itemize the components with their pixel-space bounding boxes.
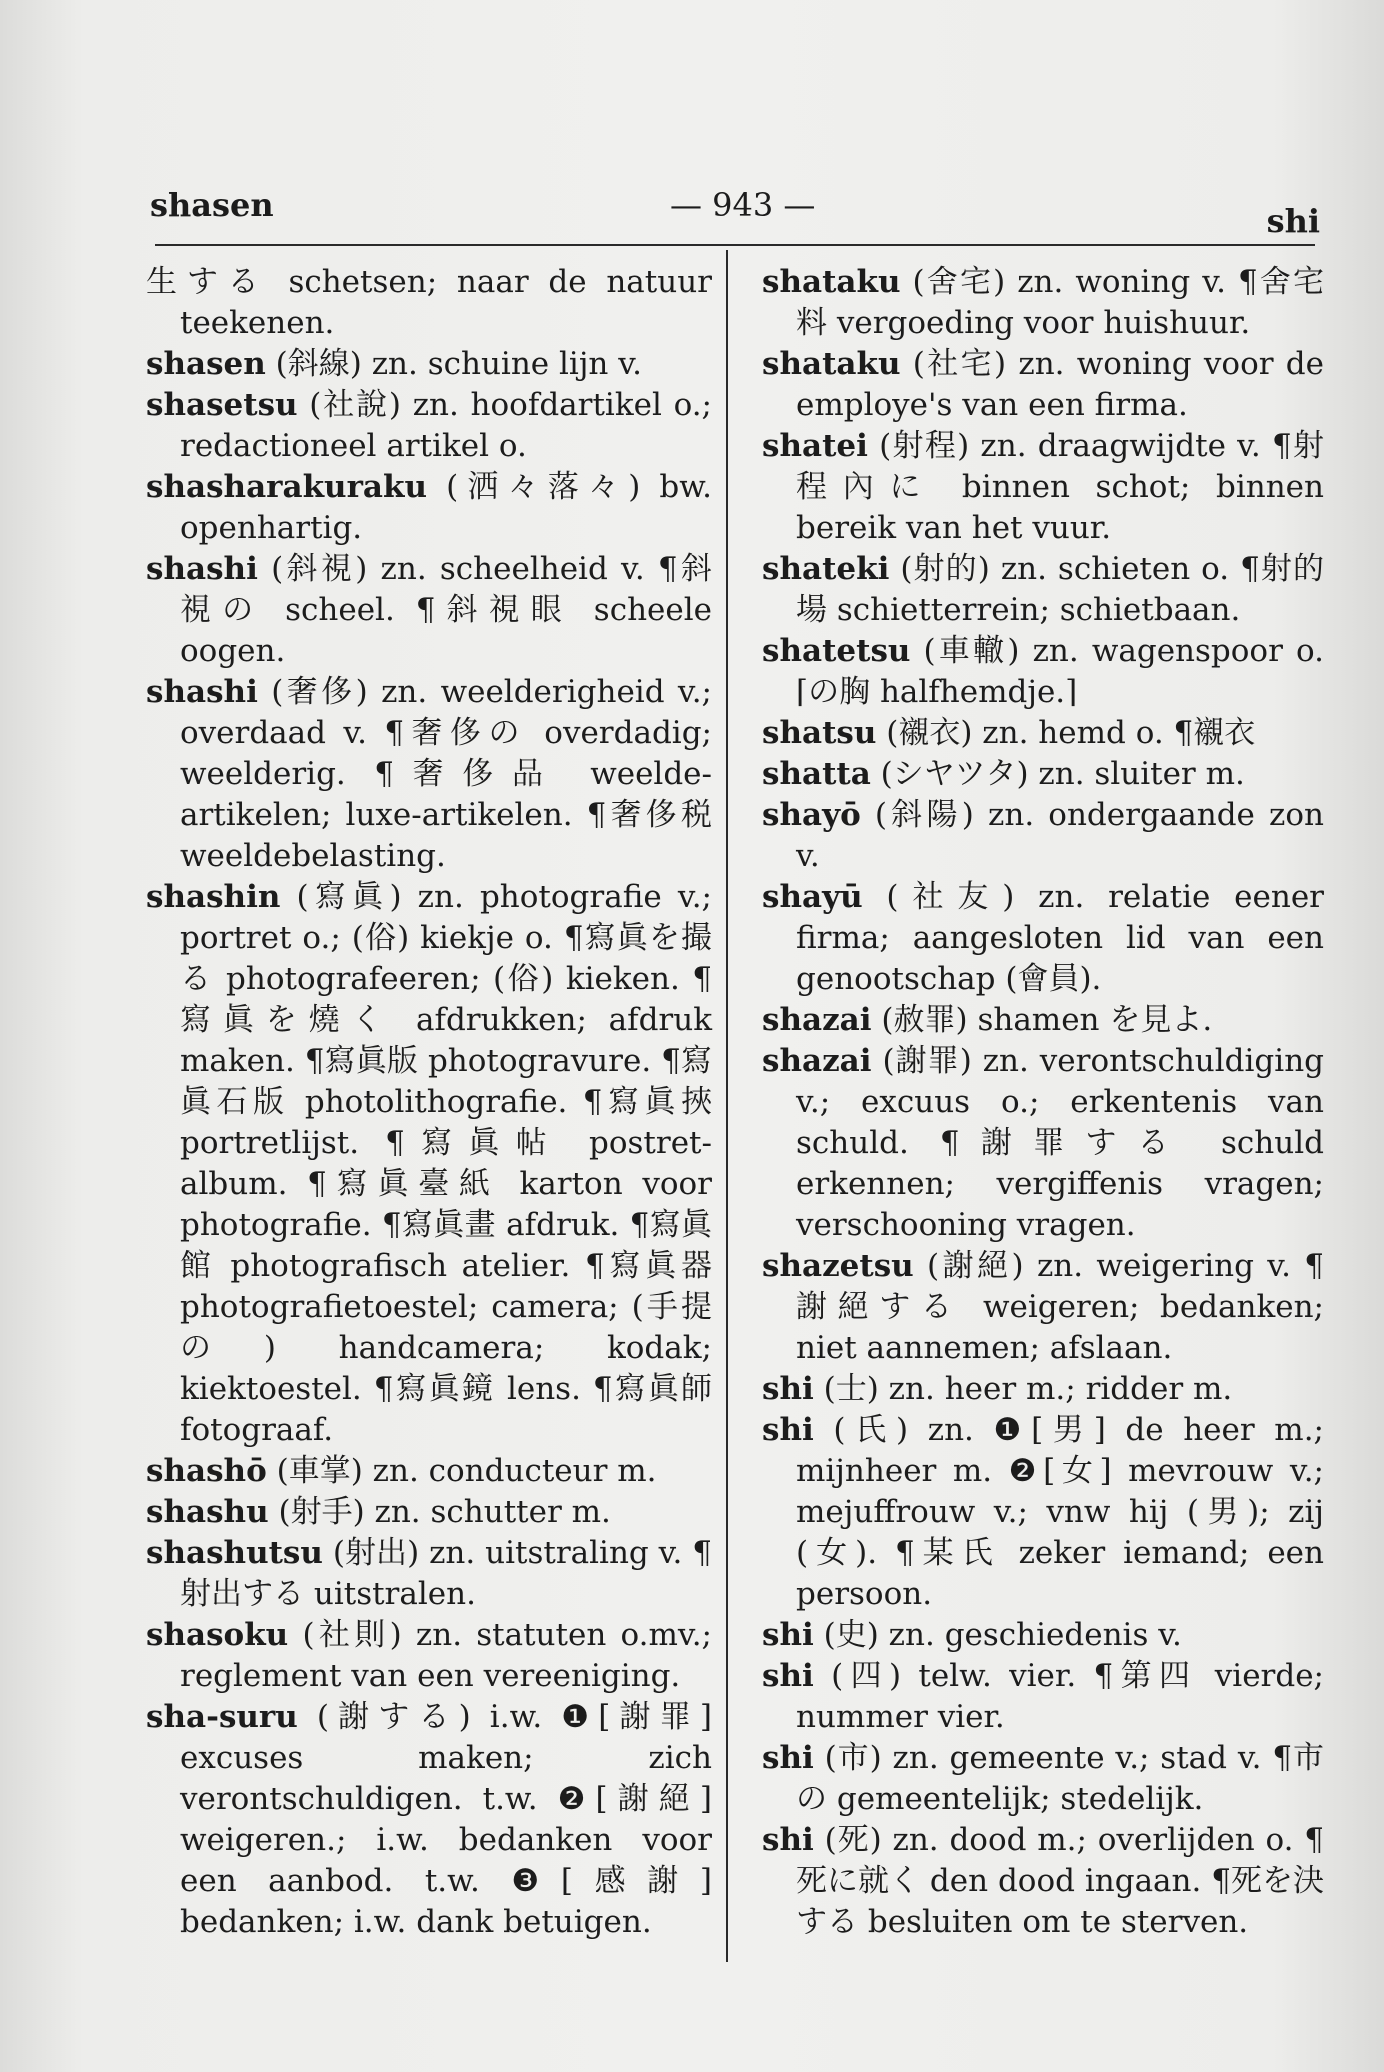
headword: shasen	[146, 346, 266, 382]
entry-text: (射的) zn. schieten o. ¶射的場 schietterrein; schietbaan.	[796, 551, 1325, 628]
dictionary-entry	[762, 1410, 1324, 1615]
entry-text: (謝絕) zn. weigering v. ¶謝絕する weigeren; bedanken; niet aannemen; afslaan.	[796, 1248, 1324, 1366]
dictionary-entry	[762, 1369, 1324, 1410]
dictionary-entry	[762, 713, 1324, 754]
dictionary-entry	[762, 1738, 1324, 1820]
entry-text: (奢侈) zn. weelderigheid v.; overdaad v. ¶奢侈の overdadig; weelderig. ¶奢侈品 weelde-artikelen; luxe-artikelen. ¶奢侈税 weeldebelasting.	[180, 674, 713, 874]
entry-text: (謝罪) zn. verontschuldiging v.; excuus o.; erkentenis van schuld. ¶謝罪する schuld erkennen; vergiffenis vragen; verschooning vragen.	[796, 1043, 1324, 1243]
dictionary-entry	[762, 426, 1324, 549]
headword: shi	[762, 1617, 814, 1653]
entry-text: (斜視) zn. scheelheid v. ¶斜視の scheel. ¶斜視眼 scheele oogen.	[180, 551, 712, 669]
headword: shayū	[762, 879, 863, 915]
headword: shazai	[762, 1002, 872, 1038]
entry-text: (斜線) zn. schuine lijn v.	[275, 346, 642, 382]
headword: shasoku	[146, 1617, 289, 1653]
headword: shasetsu	[146, 387, 298, 423]
headword: shayō	[762, 797, 861, 833]
dictionary-entry	[762, 1041, 1324, 1246]
dictionary-entry	[146, 262, 712, 344]
dictionary-entry	[762, 262, 1324, 344]
entry-text: (シヤツタ) zn. sluiter m.	[880, 756, 1245, 792]
dictionary-entry	[146, 1615, 712, 1697]
entry-text: (社友) zn. relatie eener firma; aangesloten lid van een genootschap (會員).	[796, 879, 1324, 997]
entry-text: (車轍) zn. wagenspoor o. ⌈の胸 halfhemdje.⌉	[796, 633, 1324, 710]
dictionary-entry	[146, 1697, 712, 1943]
headword: shataku	[762, 346, 901, 382]
dictionary-entry	[146, 467, 712, 549]
headword: shi	[762, 1822, 814, 1858]
entry-text: (社則) zn. statuten o.mv.; reglement van een vereeniging.	[180, 1617, 712, 1694]
dictionary-entry	[146, 1451, 712, 1492]
headword: shazetsu	[762, 1248, 914, 1284]
headword: shataku	[762, 264, 901, 300]
headword: shashin	[146, 879, 281, 915]
dictionary-entry	[762, 1000, 1324, 1041]
dictionary-entry	[146, 549, 712, 672]
entry-text: (市) zn. gemeente v.; stad v. ¶市の gemeentelijk; stedelijk.	[796, 1740, 1325, 1817]
right-column	[762, 262, 1324, 1943]
headword: shasharakuraku	[146, 469, 428, 505]
entry-text: (洒々落々) bw. openhartig.	[180, 469, 712, 546]
headword: shashi	[146, 674, 258, 710]
entry-text: (四) telw. vier. ¶第四 vierde; nummer vier.	[796, 1658, 1324, 1735]
entry-text: 生する schetsen; naar de natuur teekenen.	[146, 264, 712, 341]
entry-text: (射手) zn. schutter m.	[278, 1494, 611, 1530]
headword: shi	[762, 1740, 814, 1776]
headword: shatetsu	[762, 633, 911, 669]
entry-text: (死) zn. dood m.; overlijden o. ¶死に就く den dood ingaan. ¶死を決する besluiten om te sterven.	[796, 1822, 1324, 1940]
header-rule	[155, 244, 1315, 246]
dictionary-entry	[762, 1246, 1324, 1369]
dictionary-entry	[762, 877, 1324, 1000]
dictionary-entry	[762, 795, 1324, 877]
dictionary-entry	[762, 1615, 1324, 1656]
entry-text: (士) zn. heer m.; ridder m.	[823, 1371, 1233, 1407]
dictionary-entry	[762, 549, 1324, 631]
dictionary-entry	[146, 1492, 712, 1533]
entry-text: (車掌) zn. conducteur m.	[276, 1453, 657, 1489]
page-header	[150, 180, 1320, 240]
entry-text: (謝する) i.w. ❶[謝罪] excuses maken; zich verontschuldigen. t.w. ❷[謝絕] weigeren.; i.w. bedanken voor een aanbod. t.w. ❸[感謝] bedanken; i.w. dank betuigen.	[180, 1699, 713, 1940]
entry-text: (斜陽) zn. ondergaande zon v.	[796, 797, 1324, 874]
dictionary-entry	[762, 1656, 1324, 1738]
headword: shashō	[146, 1453, 267, 1489]
headword: shi	[762, 1371, 814, 1407]
entry-text: (射程) zn. draagwijdte v. ¶射程內に binnen schot; binnen bereik van het vuur.	[796, 428, 1324, 546]
headword: shatsu	[762, 715, 877, 751]
headword: shateki	[762, 551, 890, 587]
entry-text: (襯衣) zn. hemd o. ¶襯衣	[886, 715, 1256, 751]
headword: shi	[762, 1412, 814, 1448]
headword: shazai	[762, 1043, 872, 1079]
dictionary-entry	[146, 672, 712, 877]
entry-text: (史) zn. geschiedenis v.	[823, 1617, 1182, 1653]
entry-text: (社宅) zn. woning voor de employe's van een firma.	[796, 346, 1324, 423]
left-guide-word: shasen	[150, 186, 274, 224]
right-guide-word: shi	[1266, 202, 1320, 240]
headword: shatei	[762, 428, 868, 464]
page-number: — 943 —	[670, 186, 816, 224]
dictionary-entry	[146, 1533, 712, 1615]
dictionary-entry	[762, 754, 1324, 795]
headword: shashu	[146, 1494, 269, 1530]
headword: shi	[762, 1658, 814, 1694]
dictionary-entry	[762, 1820, 1324, 1943]
left-column	[146, 262, 712, 1943]
headword: shatta	[762, 756, 871, 792]
entry-text: (舍宅) zn. woning v. ¶舍宅料 vergoeding voor huishuur.	[796, 264, 1324, 341]
headword: sha-suru	[146, 1699, 298, 1735]
headword: shashutsu	[146, 1535, 323, 1571]
dictionary-entry	[146, 385, 712, 467]
entry-text: (寫眞) zn. photografie v.; portret o.; (俗) kiekje o. ¶寫眞を撮る photografeeren; (俗) kieken. ¶寫眞を燒く afdrukken; afdruk maken. ¶寫眞版 photogravure. ¶寫眞石版 photolithografie. ¶寫眞挾 portretlijst. ¶寫眞帖 postret-album. ¶寫眞臺紙 karton voor photografie. ¶寫眞畫 afdruk. ¶寫眞館 photografisch atelier. ¶寫眞器 photografietoestel; camera; (手提の) handcamera; kodak; kiektoestel. ¶寫眞鏡 lens. ¶寫眞師 fotograaf.	[180, 879, 712, 1448]
dictionary-entry	[762, 344, 1324, 426]
dictionary-entry	[146, 344, 712, 385]
entry-text: (社說) zn. hoofdartikel o.; redactioneel artikel o.	[180, 387, 712, 464]
entry-text: (射出) zn. uitstraling v. ¶射出する uitstralen.	[180, 1535, 712, 1612]
entry-text: (赦罪) shamen を見よ.	[881, 1002, 1213, 1038]
dictionary-entry	[146, 877, 712, 1451]
headword: shashi	[146, 551, 258, 587]
column-divider	[726, 250, 728, 1962]
entry-text: (氏) zn. ❶[男] de heer m.; mijnheer m. ❷[女] mevrouw v.; mejuffrouw v.; vnw hij (男); zij (女). ¶某氏 zeker iemand; een persoon.	[796, 1412, 1324, 1612]
dictionary-entry	[762, 631, 1324, 713]
